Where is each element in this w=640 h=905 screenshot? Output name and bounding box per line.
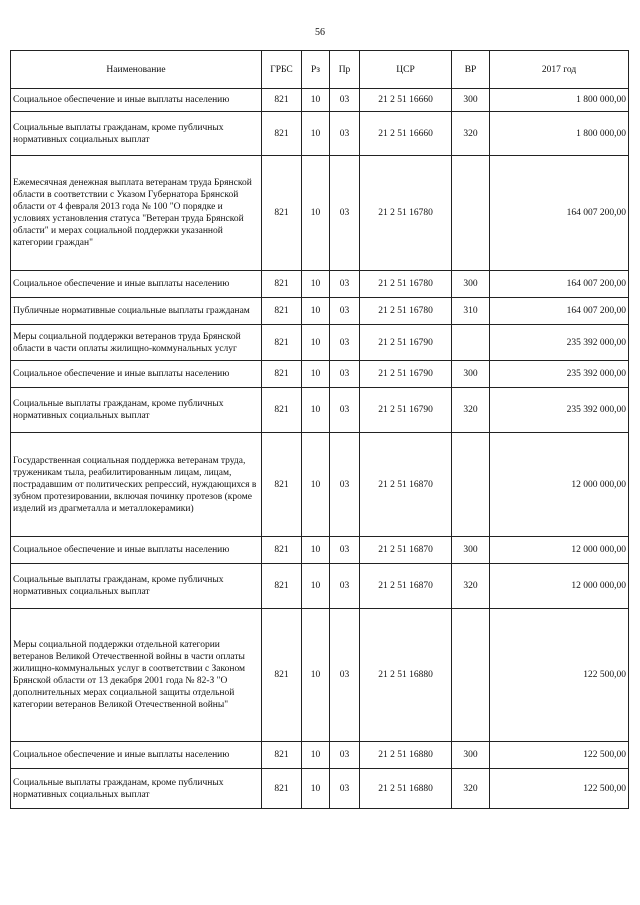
row-name-cell: Социальные выплаты гражданам, кроме публичных нормативных социальных выплат: [11, 388, 262, 433]
row-rz-cell: 10: [302, 325, 330, 361]
row-pr-cell: 03: [330, 742, 360, 769]
row-pr-cell: 03: [330, 769, 360, 809]
row-amount-cell: 235 392 000,00: [490, 388, 629, 433]
row-csr-cell: 21 2 51 16660: [360, 89, 452, 112]
row-rz-cell: 10: [302, 564, 330, 609]
row-pr-cell: 03: [330, 433, 360, 537]
row-name-cell: Социальное обеспечение и иные выплаты населению: [11, 361, 262, 388]
row-csr-cell: 21 2 51 16780: [360, 271, 452, 298]
row-name-cell: Социальные выплаты гражданам, кроме публичных нормативных социальных выплат: [11, 564, 262, 609]
row-grbs-cell: 821: [262, 537, 302, 564]
row-amount-cell: 122 500,00: [490, 609, 629, 742]
row-vr-cell: 310: [452, 298, 490, 325]
row-rz-cell: 10: [302, 112, 330, 156]
row-grbs-cell: 821: [262, 271, 302, 298]
row-vr-cell: 300: [452, 89, 490, 112]
row-grbs-cell: 821: [262, 156, 302, 271]
row-name-cell: Социальное обеспечение и иные выплаты населению: [11, 742, 262, 769]
row-csr-cell: 21 2 51 16780: [360, 156, 452, 271]
header-name: Наименование: [11, 51, 262, 89]
header-pr: Пр: [330, 51, 360, 89]
row-rz-cell: 10: [302, 89, 330, 112]
row-pr-cell: 03: [330, 298, 360, 325]
row-grbs-cell: 821: [262, 112, 302, 156]
row-grbs-cell: 821: [262, 388, 302, 433]
row-csr-cell: 21 2 51 16870: [360, 564, 452, 609]
row-amount-cell: 164 007 200,00: [490, 271, 629, 298]
row-csr-cell: 21 2 51 16880: [360, 769, 452, 809]
row-amount-cell: 235 392 000,00: [490, 361, 629, 388]
page-number: 56: [315, 27, 325, 38]
table-row: [11, 433, 629, 537]
row-grbs-cell: 821: [262, 89, 302, 112]
row-csr-cell: 21 2 51 16790: [360, 388, 452, 433]
row-csr-cell: 21 2 51 16880: [360, 742, 452, 769]
row-rz-cell: 10: [302, 769, 330, 809]
row-vr-cell: 300: [452, 271, 490, 298]
row-amount-cell: 164 007 200,00: [490, 298, 629, 325]
row-amount-cell: 235 392 000,00: [490, 325, 629, 361]
row-grbs-cell: 821: [262, 361, 302, 388]
header-grbs: ГРБС: [262, 51, 302, 89]
row-csr-cell: 21 2 51 16880: [360, 609, 452, 742]
row-vr-cell: [452, 325, 490, 361]
row-vr-cell: 320: [452, 388, 490, 433]
row-pr-cell: 03: [330, 361, 360, 388]
table-row: [11, 388, 629, 433]
row-vr-cell: 320: [452, 112, 490, 156]
row-rz-cell: 10: [302, 742, 330, 769]
header-rz: Рз: [302, 51, 330, 89]
row-name-cell: Меры социальной поддержки отдельной категории ветеранов Великой Отечественной войны в части оплаты жилищно-коммунальных услуг в соответствии с Законом Брянской области от 13 декабря 2001 года № 82-З "О дополнительных мерах социальной защиты отдельной категории ветеранов Великой Отечественной войны": [11, 609, 262, 742]
row-name-cell: Меры социальной поддержки ветеранов труда Брянской области в части оплаты жилищно-коммунальных услуг: [11, 325, 262, 361]
row-rz-cell: 10: [302, 388, 330, 433]
row-rz-cell: 10: [302, 537, 330, 564]
table-row: [11, 112, 629, 156]
header-csr: ЦСР: [360, 51, 452, 89]
row-csr-cell: 21 2 51 16660: [360, 112, 452, 156]
table-row: [11, 609, 629, 742]
budget-table: [10, 50, 629, 809]
row-grbs-cell: 821: [262, 433, 302, 537]
table-row: [11, 271, 629, 298]
row-vr-cell: [452, 609, 490, 742]
table-row: [11, 298, 629, 325]
row-grbs-cell: 821: [262, 769, 302, 809]
header-vr: ВР: [452, 51, 490, 89]
row-name-cell: Социальное обеспечение и иные выплаты населению: [11, 537, 262, 564]
table-row: [11, 564, 629, 609]
row-amount-cell: 164 007 200,00: [490, 156, 629, 271]
row-grbs-cell: 821: [262, 564, 302, 609]
row-grbs-cell: 821: [262, 325, 302, 361]
row-pr-cell: 03: [330, 156, 360, 271]
row-vr-cell: 320: [452, 769, 490, 809]
row-pr-cell: 03: [330, 89, 360, 112]
row-amount-cell: 122 500,00: [490, 769, 629, 809]
row-vr-cell: [452, 156, 490, 271]
row-pr-cell: 03: [330, 537, 360, 564]
row-rz-cell: 10: [302, 361, 330, 388]
row-amount-cell: 12 000 000,00: [490, 433, 629, 537]
row-name-cell: Социальные выплаты гражданам, кроме публичных нормативных социальных выплат: [11, 112, 262, 156]
row-grbs-cell: 821: [262, 609, 302, 742]
row-pr-cell: 03: [330, 609, 360, 742]
row-vr-cell: [452, 433, 490, 537]
row-grbs-cell: 821: [262, 742, 302, 769]
row-rz-cell: 10: [302, 156, 330, 271]
row-vr-cell: 300: [452, 361, 490, 388]
row-pr-cell: 03: [330, 271, 360, 298]
table-row: [11, 742, 629, 769]
row-amount-cell: 122 500,00: [490, 742, 629, 769]
row-vr-cell: 320: [452, 564, 490, 609]
row-csr-cell: 21 2 51 16790: [360, 361, 452, 388]
table-row: [11, 325, 629, 361]
row-name-cell: Социальное обеспечение и иные выплаты населению: [11, 271, 262, 298]
row-name-cell: Ежемесячная денежная выплата ветеранам труда Брянской области в соответствии с Указом Губернатора Брянской области от 4 февраля 2013 года № 100 "О порядке и условиях установления статуса "Ветеран труда Брянской области" и мерах социальной поддержки указанной категории граждан": [11, 156, 262, 271]
row-grbs-cell: 821: [262, 298, 302, 325]
row-rz-cell: 10: [302, 433, 330, 537]
row-pr-cell: 03: [330, 388, 360, 433]
row-csr-cell: 21 2 51 16780: [360, 298, 452, 325]
row-name-cell: Социальные выплаты гражданам, кроме публичных нормативных социальных выплат: [11, 769, 262, 809]
row-vr-cell: 300: [452, 537, 490, 564]
row-pr-cell: 03: [330, 564, 360, 609]
row-pr-cell: 03: [330, 112, 360, 156]
row-rz-cell: 10: [302, 271, 330, 298]
row-name-cell: Публичные нормативные социальные выплаты гражданам: [11, 298, 262, 325]
table-row: [11, 361, 629, 388]
row-csr-cell: 21 2 51 16870: [360, 537, 452, 564]
row-rz-cell: 10: [302, 298, 330, 325]
table-body: [11, 89, 629, 809]
header-row: [11, 51, 629, 89]
row-csr-cell: 21 2 51 16870: [360, 433, 452, 537]
table-row: [11, 537, 629, 564]
table-row: [11, 769, 629, 809]
row-pr-cell: 03: [330, 325, 360, 361]
header-year: 2017 год: [490, 51, 629, 89]
table-row: [11, 156, 629, 271]
table-row: [11, 89, 629, 112]
row-csr-cell: 21 2 51 16790: [360, 325, 452, 361]
row-amount-cell: 12 000 000,00: [490, 537, 629, 564]
row-name-cell: Социальное обеспечение и иные выплаты населению: [11, 89, 262, 112]
row-rz-cell: 10: [302, 609, 330, 742]
row-vr-cell: 300: [452, 742, 490, 769]
row-name-cell: Государственная социальная поддержка ветеранам труда, труженикам тыла, реабилитированным лицам, лицам, пострадавшим от политических репрессий, нуждающихся в зубном протезировании, включая починку протезов (кроме изделий из драгметалла и металлокерамики): [11, 433, 262, 537]
row-amount-cell: 1 800 000,00: [490, 89, 629, 112]
row-amount-cell: 12 000 000,00: [490, 564, 629, 609]
row-amount-cell: 1 800 000,00: [490, 112, 629, 156]
